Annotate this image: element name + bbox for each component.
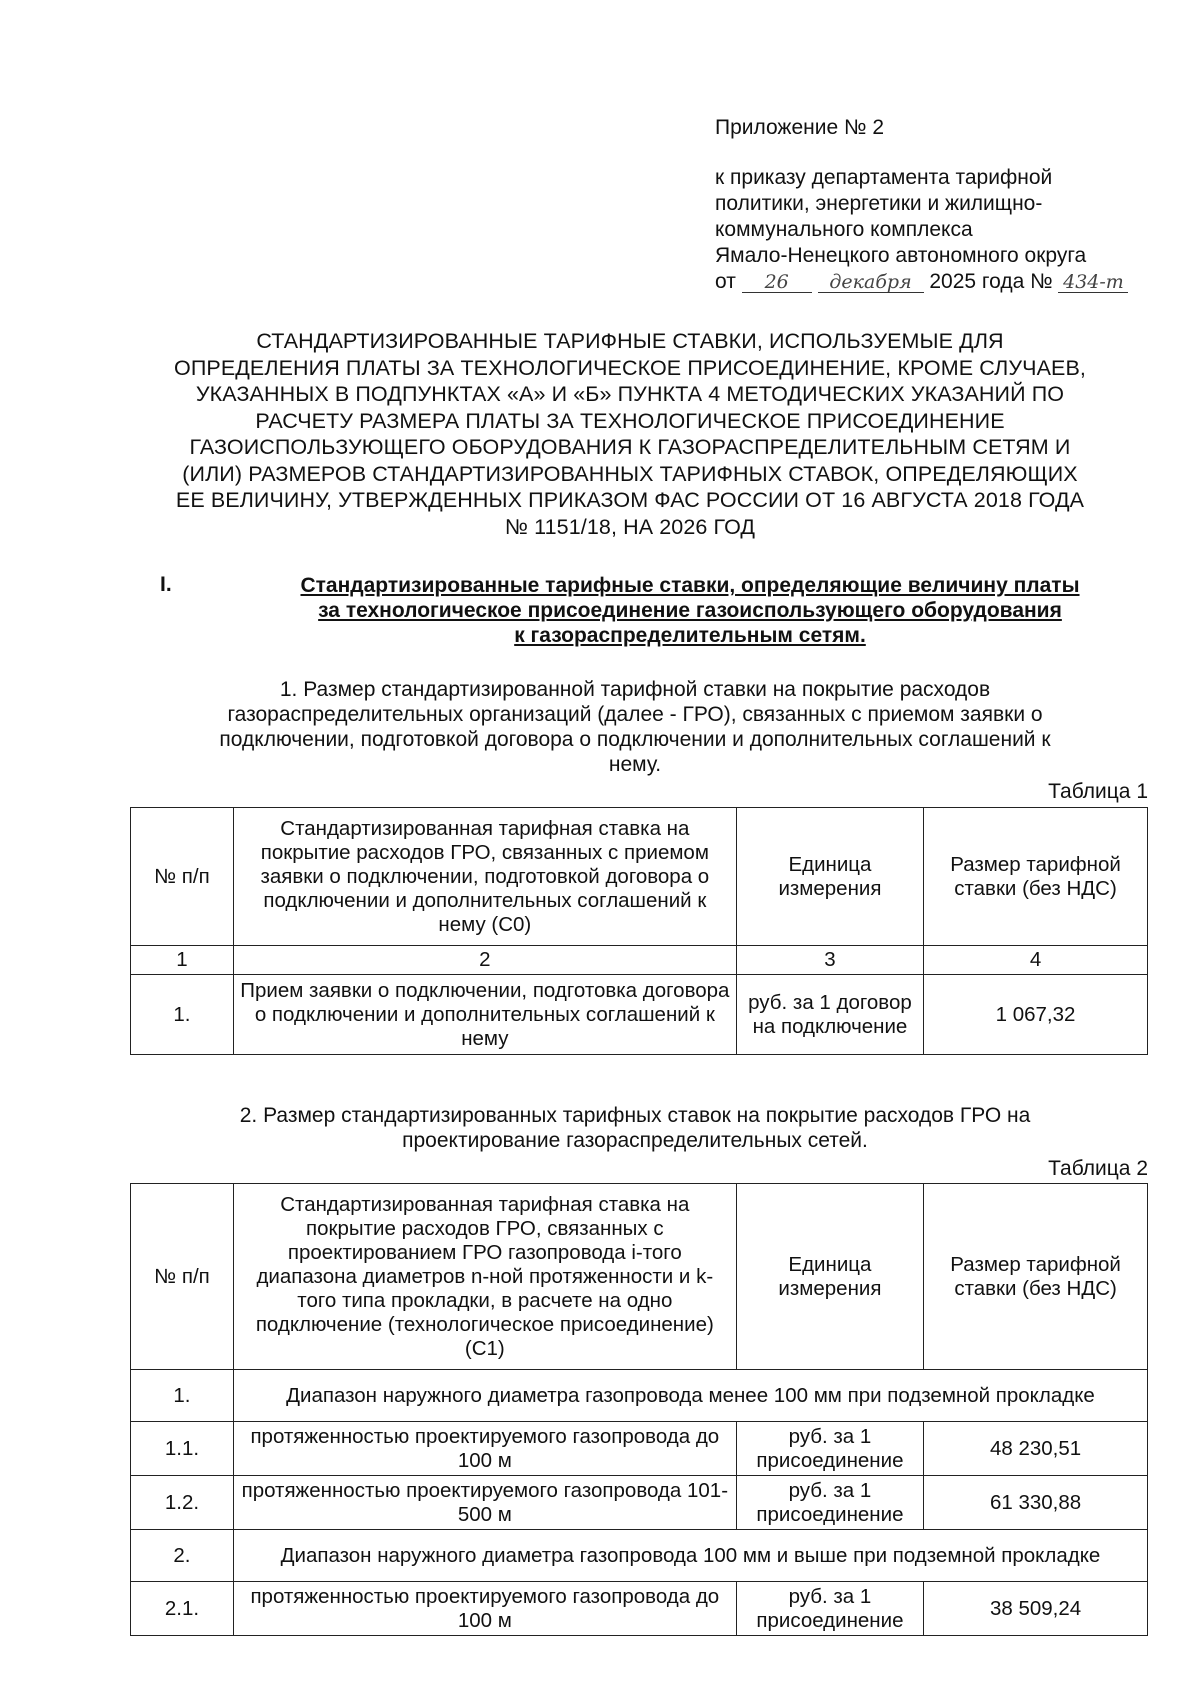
title-line: № 1151/18, НА 2026 ГОД (504, 514, 756, 539)
title-line: ЕЕ ВЕЛИЧИНУ, УТВЕРЖДЕННЫХ ПРИКАЗОМ ФАС РОССИИ ОТ 16 АВГУСТА 2018 ГОДА (175, 488, 1085, 512)
row-rate: 38 509,24 (924, 1582, 1148, 1636)
section-title-line: Стандартизированные тарифные ставки, определяющие величину платы (300, 574, 1080, 597)
header-num: № п/п (131, 808, 234, 946)
paragraph-line: 1. Размер стандартизированной тарифной ставки на покрытие расходов (279, 678, 991, 701)
year-text: 2025 года № (929, 270, 1053, 293)
reference-line: Ямало-Ненецкого автономного округа (715, 244, 1087, 267)
section-title-line: к газораспределительным сетям. (514, 624, 866, 647)
row-desc: протяженностью проектируемого газопровода 101-500 м (233, 1476, 736, 1530)
group-label: Диапазон наружного диаметра газопровода 100 мм и выше при подземной прокладке (233, 1530, 1147, 1582)
table-group-row (131, 1370, 1148, 1422)
section-number: I. (160, 573, 172, 596)
date-prefix: от (715, 270, 736, 293)
row-unit: руб. за 1 договор на подключение (736, 975, 923, 1055)
table-header-row (131, 1184, 1148, 1370)
index-cell: 2 (233, 946, 736, 975)
row-rate: 61 330,88 (924, 1476, 1148, 1530)
row-num: 1.1. (131, 1422, 234, 1476)
index-cell: 4 (924, 946, 1148, 975)
group-num: 2. (131, 1530, 234, 1582)
row-num: 1. (131, 975, 234, 1055)
index-cell: 1 (131, 946, 234, 975)
order-reference (715, 165, 1155, 295)
appendix-label: Приложение № 2 (715, 116, 885, 139)
paragraph-1 (130, 677, 1140, 777)
header-desc: Стандартизированная тарифная ставка на покрытие расходов ГРО, связанных с приемом заявки о подключении, подготовкой договора о подключении и дополнительных соглашений к нему (C0) (233, 808, 736, 946)
reference-line: политики, энергетики и жилищно- (715, 192, 1043, 215)
header-unit: Единица измерения (736, 1184, 923, 1370)
section-title-line: за технологическое присоединение газоиспользующего оборудования (318, 599, 1062, 622)
table-2-caption: Таблица 2 (1048, 1157, 1148, 1180)
document-title (100, 328, 1160, 540)
header-rate: Размер тарифной ставки (без НДС) (924, 1184, 1148, 1370)
table-row (131, 1582, 1148, 1636)
row-unit: руб. за 1 присоединение (736, 1582, 923, 1636)
row-desc: Прием заявки о подключении, подготовка договора о подключении и дополнительных соглашений к нему (233, 975, 736, 1055)
row-unit: руб. за 1 присоединение (736, 1422, 923, 1476)
group-label: Диапазон наружного диаметра газопровода менее 100 мм при подземной прокладке (233, 1370, 1147, 1422)
handwritten-day: 26 (742, 272, 812, 293)
header-num: № п/п (131, 1184, 234, 1370)
handwritten-month: декабря (818, 272, 924, 293)
section-title (230, 573, 1150, 648)
table-1 (130, 807, 1148, 1055)
row-rate: 1 067,32 (924, 975, 1148, 1055)
title-line: ГАЗОИСПОЛЬЗУЮЩЕГО ОБОРУДОВАНИЯ К ГАЗОРАСПРЕДЕЛИТЕЛЬНЫМ СЕТЯМ И (189, 435, 1071, 459)
table-row (131, 1476, 1148, 1530)
handwritten-order-number: 434-т (1058, 272, 1128, 293)
header-rate: Размер тарифной ставки (без НДС) (924, 808, 1148, 946)
title-line: ОПРЕДЕЛЕНИЯ ПЛАТЫ ЗА ТЕХНОЛОГИЧЕСКОЕ ПРИСОЕДИНЕНИЕ, КРОМЕ СЛУЧАЕВ, (174, 355, 1086, 380)
row-rate: 48 230,51 (924, 1422, 1148, 1476)
row-unit: руб. за 1 присоединение (736, 1476, 923, 1530)
row-desc: протяженностью проектируемого газопровода до 100 м (233, 1422, 736, 1476)
table-index-row (131, 946, 1148, 975)
paragraph-2 (130, 1103, 1140, 1153)
row-num: 2.1. (131, 1582, 234, 1636)
table-row (131, 1422, 1148, 1476)
row-desc: протяженностью проектируемого газопровода до 100 м (233, 1582, 736, 1636)
order-date-line (715, 269, 1155, 295)
title-line: РАСЧЕТУ РАЗМЕРА ПЛАТЫ ЗА ТЕХНОЛОГИЧЕСКОЕ ПРИСОЕДИНЕНИЕ (255, 408, 1005, 433)
row-num: 1.2. (131, 1476, 234, 1530)
table-1-caption: Таблица 1 (1048, 780, 1148, 803)
title-line: СТАНДАРТИЗИРОВАННЫЕ ТАРИФНЫЕ СТАВКИ, ИСПОЛЬЗУЕМЫЕ ДЛЯ (256, 329, 1004, 353)
paragraph-line: подключении, подготовкой договора о подключении и дополнительных соглашений к (219, 728, 1051, 751)
table-group-row (131, 1530, 1148, 1582)
paragraph-line: проектирование газораспределительных сетей. (402, 1129, 868, 1152)
header-desc: Стандартизированная тарифная ставка на покрытие расходов ГРО, связанных с проектированием ГРО газопровода i-того диапазона диаметров n-ной протяженности и k-того типа прокладки, в расчете на одно подключение (технологическое присоединение) (C1) (233, 1184, 736, 1370)
paragraph-line: 2. Размер стандартизированных тарифных ставок на покрытие расходов ГРО на (239, 1104, 1031, 1127)
paragraph-line: газораспределительных организаций (далее - ГРО), связанных с приемом заявки о (227, 703, 1043, 726)
table-2 (130, 1183, 1148, 1636)
reference-line: к приказу департамента тарифной (715, 166, 1053, 189)
reference-line: коммунального комплекса (715, 218, 973, 241)
header-unit: Единица измерения (736, 808, 923, 946)
group-num: 1. (131, 1370, 234, 1422)
paragraph-line: нему. (608, 753, 662, 776)
table-row (131, 975, 1148, 1055)
title-line: (ИЛИ) РАЗМЕРОВ СТАНДАРТИЗИРОВАННЫХ ТАРИФНЫХ СТАВОК, ОПРЕДЕЛЯЮЩИХ (182, 461, 1078, 486)
title-line: УКАЗАННЫХ В ПОДПУНКТАХ «А» И «Б» ПУНКТА 4 МЕТОДИЧЕСКИХ УКАЗАНИЙ ПО (195, 382, 1065, 406)
table-header-row (131, 808, 1148, 946)
index-cell: 3 (736, 946, 923, 975)
